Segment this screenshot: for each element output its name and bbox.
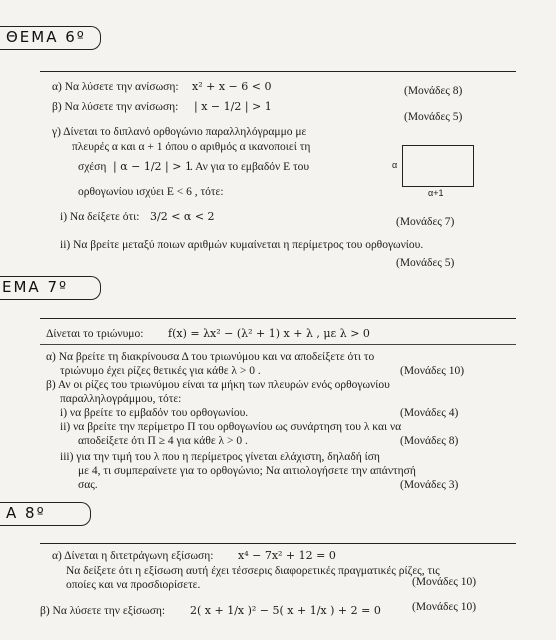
t7-i-points: (Μονάδες 4) (400, 407, 459, 419)
t7-iii-line2: με 4, τι συμπεραίνετε για το ορθογώνιο; Να αιτιολογήσετε την απάντησή (78, 465, 416, 477)
t6-b-text: β) Να λύσετε την ανίσωση: (52, 101, 179, 113)
t6-c-line2: πλευρές α και α + 1 όπου ο αριθμός α ικανοποιεί τη (72, 141, 311, 153)
t7-iii-line1: iii) για την τιμή του λ που η περίμετρος γίνεται ελάχιστη, δηλαδή ίση (60, 451, 380, 463)
topic-7-header: ΕΜΑ 7º (2, 278, 69, 296)
t6-c-line1: γ) Δίνεται το διπλανό ορθογώνιο παραλληλόγραμμο με (52, 126, 307, 138)
t7-intro: Δίνεται το τριώνυμο: (46, 328, 144, 340)
t8-a-line2: Να δείξετε ότι η εξίσωση αυτή έχει τέσσερις διαφορετικές πραγματικές ρίζες, τις (66, 565, 440, 577)
rectangle-bottom-label: α+1 (428, 188, 444, 198)
topic-6-rule (40, 71, 516, 72)
t6-c-line3a: σχέση (78, 161, 107, 173)
t7-a-line2: τριώνυμο έχει ρίζες θετικές για κάθε λ > 0 . (60, 365, 261, 377)
t8-b-text: β) Να λύσετε την εξίσωση: (40, 605, 166, 617)
t8-b-math: 2( x + 1/x )² − 5( x + 1/x ) + 2 = 0 (190, 604, 381, 617)
t7-b-line2: παραλληλογράμμου, τότε: (60, 393, 182, 405)
t7-ii-line2: αποδείξετε ότι Π ≥ 4 για κάθε λ > 0 . (78, 435, 248, 447)
topic-8-rule (40, 543, 516, 544)
t6-b-math: | x − 1/2 | > 1 (194, 100, 272, 113)
t6-c-line3b: . Αν για το εμβαδόν Ε του (190, 161, 310, 173)
t6-c-line4: ορθογωνίου ισχύει Ε < 6 , τότε: (78, 186, 224, 198)
t7-b-line1: β) Αν οι ρίζες του τριωνύμου είναι τα μήκη των πλευρών ενός ορθογωνίου (46, 379, 390, 391)
t6-ii-text: ii) Να βρείτε μεταξύ ποιων αριθμών κυμαίνεται η περίμετρος του ορθογωνίου. (60, 239, 424, 251)
t6-i-points: (Μονάδες 7) (396, 216, 455, 228)
t7-iii-line3: σας. (78, 479, 98, 491)
topic-7-rule (40, 318, 516, 319)
t8-a-line3: οποίες και να προσδιορίσετε. (66, 579, 201, 591)
rectangle-side-label: α (392, 160, 398, 170)
t7-a-points: (Μονάδες 10) (400, 365, 465, 377)
t6-a-math: x² + x − 6 < 0 (192, 80, 272, 93)
t6-i-math: 3/2 < α < 2 (150, 210, 215, 223)
t8-a-line1: α) Δίνεται η διτετράγωνη εξίσωση: (52, 550, 214, 562)
t8-a-points: (Μονάδες 10) (412, 576, 477, 588)
t8-a-math: x⁴ − 7x² + 12 = 0 (238, 549, 336, 562)
t7-iii-points: (Μονάδες 3) (400, 479, 459, 491)
topic-6-header: ΘΕΜΑ 6º (6, 28, 86, 46)
topic-8-header: Α 8º (6, 504, 46, 522)
t7-intro-math: f(x) = λx² − (λ² + 1) x + λ , με λ > 0 (168, 327, 370, 340)
t6-a-text: α) Να λύσετε την ανίσωση: (52, 81, 179, 93)
t6-i-text: i) Να δείξετε ότι: (60, 211, 140, 223)
rectangle-figure (402, 145, 474, 187)
t6-a-points: (Μονάδες 8) (404, 85, 463, 97)
t6-b-points: (Μονάδες 5) (404, 111, 463, 123)
t7-a-line1: α) Να βρείτε τη διακρίνουσα Δ του τριωνύμου και να αποδείξετε ότι το (46, 351, 375, 363)
t7-ii-line1: ii) να βρείτε την περίμετρο Π του ορθογωνίου ως συνάρτηση του λ και να (60, 421, 402, 433)
t7-ii-points: (Μονάδες 8) (400, 435, 459, 447)
t6-ii-points: (Μονάδες 5) (396, 257, 455, 269)
topic-7-subrule (40, 344, 516, 345)
t7-i: i) να βρείτε το εμβαδόν του ορθογωνίου. (60, 407, 249, 419)
t6-c-line3-math: | α − 1/2 | > 1 (113, 160, 192, 173)
t8-b-points: (Μονάδες 10) (412, 601, 477, 613)
